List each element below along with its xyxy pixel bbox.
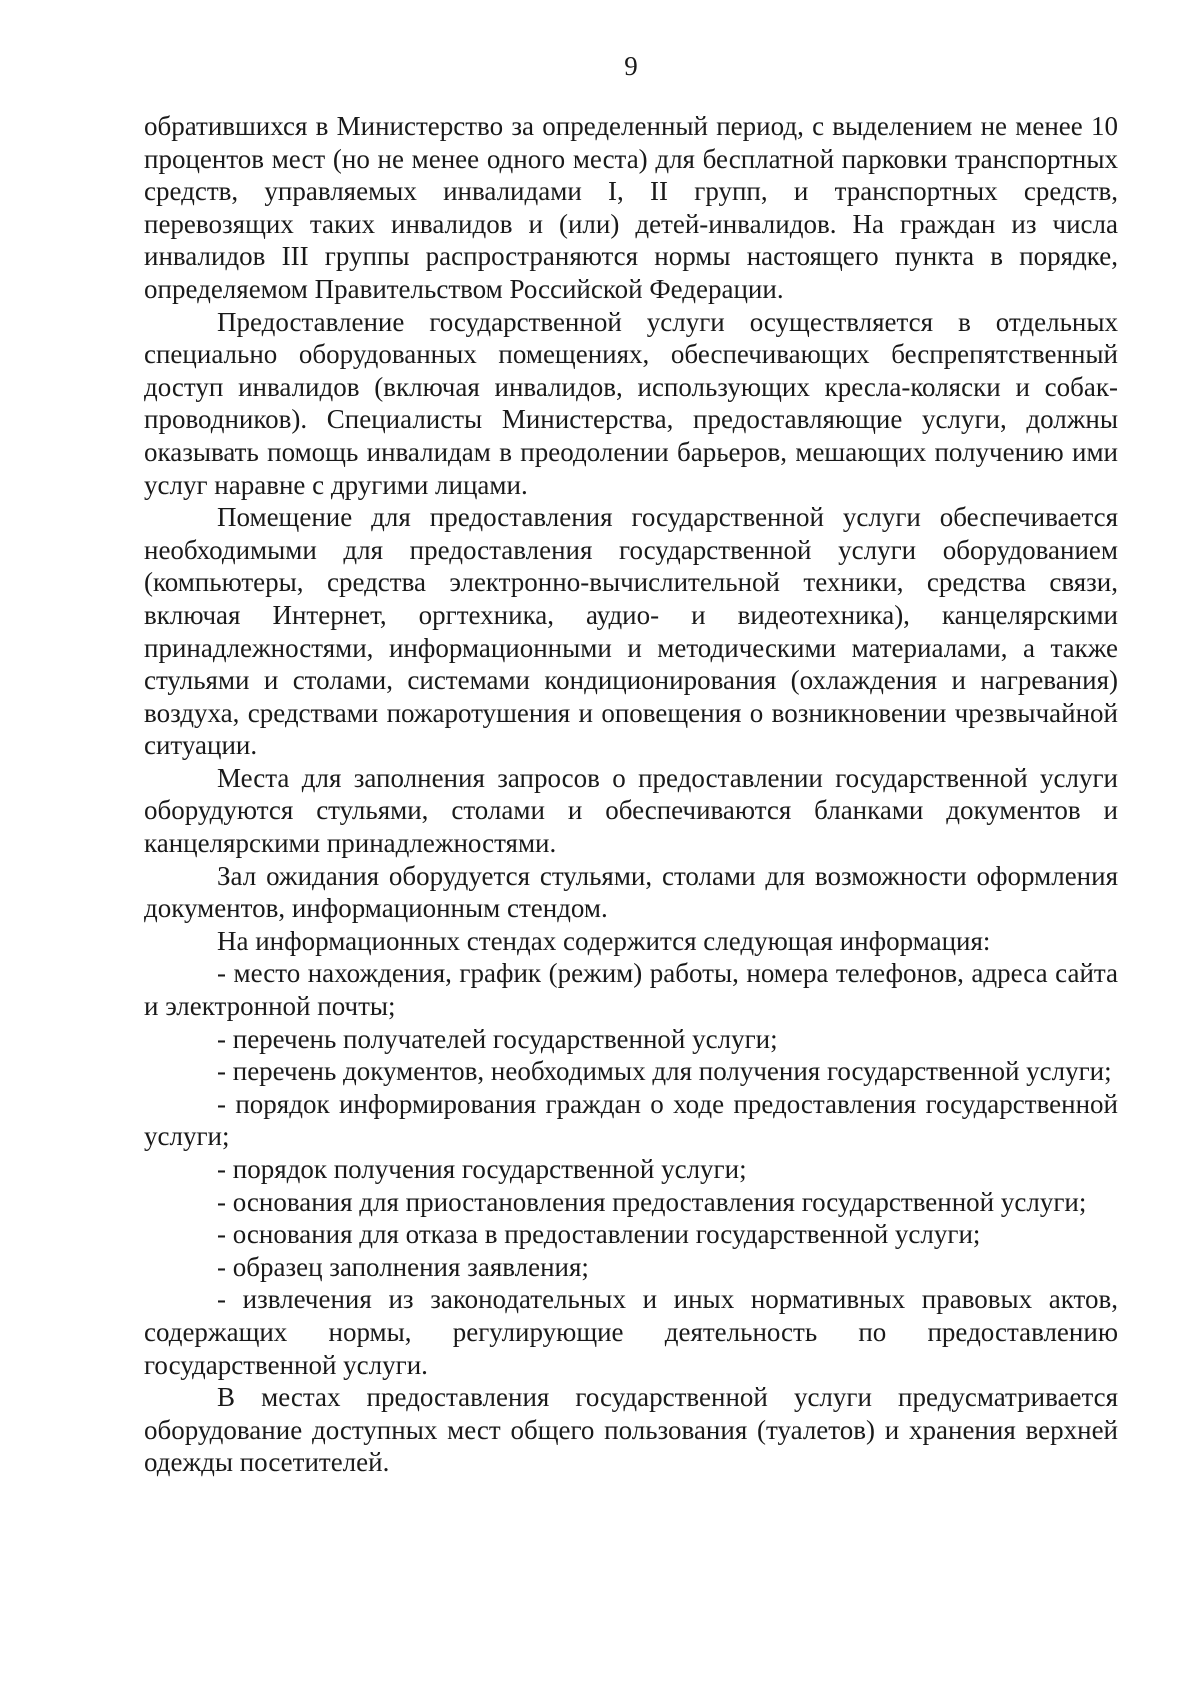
list-item-refusal-grounds: - основания для отказа в предоставлении государственной услуги; xyxy=(217,1219,981,1250)
paragraph-info-stands-intro: На информационных стендах содержится следующая информация: xyxy=(217,925,991,956)
list-item-legal-extracts: - извлечения из законодательных и иных нормативных правовых актов, содержащих нормы, регулирующие деятельность по предоставлению государственной услуги. xyxy=(144,1284,1118,1380)
list-item-location-contacts: - место нахождения, график (режим) работы, номера телефонов, адреса сайта и электронной почты; xyxy=(144,958,1118,1022)
paragraph-premises-equipment: Помещение для предоставления государственной услуги обеспечивается необходимыми для предоставления государственной услуги оборудованием (компьютеры, средства электронно-вычислительной техники, средства связи, включая Интернет, оргтехника, аудио- и видеотехника), канцелярскими принадлежностями, информационными и методическими материалами, а также стульями и столами, системами кондиционирования (охлаждения и нагревания) воздуха, средствами пожаротушения и оповещения о возникновении чрезвычайной ситуации. xyxy=(144,502,1118,761)
paragraph-parking: обратившихся в Министерство за определенный период, с выделением не менее 10 процентов мест (но не менее одного места) для бесплатной парковки транспортных средств, управляемых инвалидами I, II групп, и транспортных средств, перевозящих таких инвалидов и (или) детей-инвалидов. На граждан из числа инвалидов III группы распространяются нормы настоящего пункта в порядке, определяемом Правительством Российской Федерации. xyxy=(144,111,1118,304)
paragraph-accessible-premises: Предоставление государственной услуги осуществляется в отдельных специально оборудованных помещениях, обеспечивающих беспрепятственный доступ инвалидов (включая инвалидов, использующих кресла-коляски и собак-проводников). Специалисты Министерства, предоставляющие услуги, должны оказывать помощь инвалидам в преодолении барьеров, мешающих получению ими услуг наравне с другими лицами. xyxy=(144,306,1118,500)
paragraph-request-places: Места для заполнения запросов о предоставлении государственной услуги оборудуются стульями, столами и обеспечиваются бланками документов и канцелярскими принадлежностями. xyxy=(144,762,1118,859)
list-item-obtaining-procedure: - порядок получения государственной услуги; xyxy=(217,1154,747,1184)
list-item-suspension-grounds: - основания для приостановления предоставления государственной услуги; xyxy=(217,1186,1087,1217)
list-item-recipients: - перечень получателей государственной услуги; xyxy=(217,1023,778,1054)
list-item-application-sample: - образец заполнения заявления; xyxy=(217,1251,589,1282)
list-item-informing-procedure: - порядок информирования граждан о ходе предоставления государственной услуги; xyxy=(144,1088,1118,1152)
paragraph-public-facilities: В местах предоставления государственной услуги предусматривается оборудование доступных мест общего пользования (туалетов) и хранения верхней одежды посетителей. xyxy=(144,1382,1118,1478)
page-number: 9 xyxy=(624,51,638,81)
list-item-documents: - перечень документов, необходимых для получения государственной услуги; xyxy=(217,1056,1112,1087)
paragraph-waiting-hall: Зал ожидания оборудуется стульями, столами для возможности оформления документов, информационным стендом. xyxy=(144,860,1118,924)
document-body xyxy=(144,110,1118,1479)
